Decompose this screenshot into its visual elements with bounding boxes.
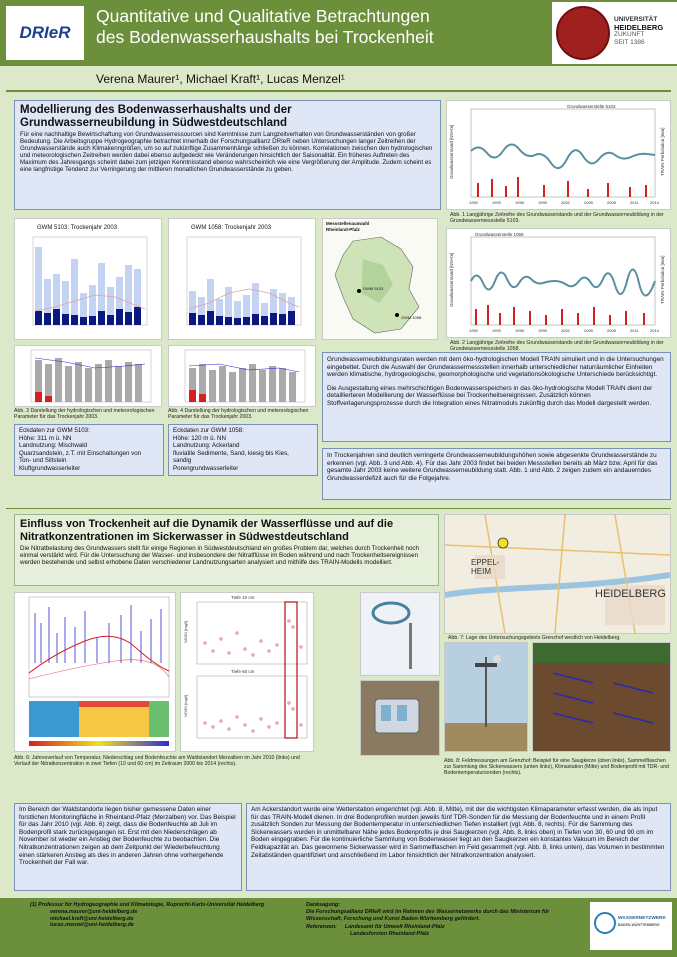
figure-4	[168, 345, 316, 407]
svg-text:1999: 1999	[538, 328, 547, 333]
figure-1-chart	[447, 101, 670, 209]
fig1-ylabel-left: Grundwasserstand [NN+m]	[449, 124, 454, 179]
gwm1058-title: GWM 1058: Trockenjahr 2003	[191, 225, 272, 231]
seal-icon	[556, 6, 610, 60]
svg-text:1990: 1990	[469, 200, 478, 205]
fig2-recharge-bars	[475, 305, 645, 325]
highlight-2010	[285, 602, 297, 738]
figure-2-caption: Abb. 2 Langjährige Zeitreihe des Grundwasserstands und der Grundwasserneubildung in der Grundwassermessstelle 1058.	[450, 340, 664, 352]
photo-saugkerze	[360, 592, 440, 676]
svg-text:2011: 2011	[630, 200, 639, 205]
footer-affiliation: (1) Professur für Hydrogeographie und Klimatologie, Ruprecht-Karls-Universität Heidelberg verena.maurer@uni-heidelberg.de michael.kraft@uni-heidelberg.de lucas.menzel@uni-heidelberg.de	[30, 902, 265, 929]
svg-text:1996: 1996	[515, 200, 524, 205]
svg-text:GWM 5103: GWM 5103	[363, 286, 384, 291]
drop-icon	[594, 912, 616, 934]
divider	[6, 90, 671, 92]
svg-text:GWM 1058: GWM 1058	[401, 315, 422, 320]
fig2-ylabel-left: Grundwasserstand [NN+m]	[449, 252, 454, 307]
map-grenzhof	[444, 514, 671, 634]
divider-2	[6, 508, 671, 509]
svg-text:Tiefe 60 cm: Tiefe 60 cm	[231, 669, 255, 674]
fig2-ylabel-right: TRAIN Perkolation [mm]	[660, 255, 665, 304]
svg-text:2008: 2008	[607, 328, 616, 333]
section-2-box: Einfluss von Trockenheit auf die Dynamik der Wasserflüsse und auf die Nitratkonzentrationen im Sickerwasser in Südwestdeutschland Die Nitratbelastung des Grundwassers stellt für einige Regionen in Südwestdeutschland ein großes Problem dar, welches durch Trockenheit noch einmal verstärkt wird. Für die Untersuchung der Wasser- und insbesondere der Nitratflüsse im Boden während und nach Trockenheitsereignissen werden bestehende und selbst erhobene Daten verschiedener Landnutzungsarten analysiert und mithilfe des TRAIN-Modells modelliert.	[14, 514, 439, 586]
fig1-ylabel-right: TRAIN Perkolation [mm]	[660, 127, 665, 176]
train-model-box: Grundwasserneubildungsraten werden mit dem öko-hydrologischen Modell TRAIN simuliert und in die Untersuchungen eingebettet. Durch die Auswahl der Grundwassermessstellen innerhalb unterschiedlicher naturräumlicher Einheiten werden klimatische, hydrogeologische, geomorphologische und vegetationsökologische Unterschiede berücksichtigt. Die Ausgestaltung eines mehrschichtigen Bodenwasserspeichers in das öko-hydrologische Modell TRAIN dient der detaillierteren Modellierung der Wasserflüsse bei Trockenheitsereignissen. Zusätzlich können Stoffverlagerungsprozesse durch die Integration eines Nitratmoduls zukünftig durch das Modell dargestellt werden.	[322, 352, 671, 442]
authors: Verena Maurer¹, Michael Kraft¹, Lucas Menzel¹	[96, 72, 345, 86]
grenzhof-marker	[498, 538, 508, 548]
svg-text:1990: 1990	[469, 328, 478, 333]
figure-8-caption: Abb. 8: Feldmessungen am Grenzhof: Beispiel für eine Saugkerze (oben links), Sammelflaschen zur Sammlung des Sickerwassers (unten links), Klimastation (Mitte) und Bodenprofil mit TDR- und Bodentemperatursonden (rechts).	[444, 758, 670, 776]
svg-text:2014: 2014	[650, 328, 659, 333]
svg-text:2005: 2005	[584, 200, 593, 205]
gwm5103-marker	[357, 289, 361, 293]
wassernetzwerk-logo: WASSERNETZWERK BADEN-WÜRTTEMBERG	[590, 902, 672, 950]
svg-text:2011: 2011	[630, 328, 639, 333]
fig1-groundwater-line	[471, 144, 655, 168]
svg-text:2014: 2014	[650, 200, 659, 205]
fig2-title: Grundwasserstelle 1058	[475, 232, 524, 237]
figure-1-caption: Abb. 1 Langjährige Zeitreihe des Grundwasserstands und der Grundwasserneubildung in der Grundwassermessstelle 5103.	[450, 212, 664, 224]
gwm5103-chart	[14, 218, 162, 340]
svg-text:NO3N [mg/l]: NO3N [mg/l]	[183, 620, 188, 643]
svg-text:NO3N [mg/l]: NO3N [mg/l]	[183, 694, 188, 717]
figure-3-caption: Abb. 3 Darstellung der hydrologischen und meteorologischen Parameter für das Trockenjahr 2003.	[14, 408, 155, 420]
figure-4-caption: Abb. 4 Darstellung der hydrologischen und meteorologischen Parameter für das Trockenjahr 2003.	[168, 408, 309, 420]
map-rheinland-pfalz: Messstellenauswahl Rheinland-Pfalz GWM 5103 GWM 1058	[322, 218, 438, 340]
eckdaten-5103: Eckdaten zur GWM 5103: Höhe: 311 m ü. NN Landnutzung: Mischwald Quarzsandstein, z.T. mit Einschaltungen von Ton- und Siltstein Kluftgrundwasserleiter	[14, 424, 164, 476]
figure-6-right	[180, 592, 314, 752]
trockenjahre-box: In Trockenjahren sind deutlich verringerte Grundwasserneubildungshöhen sowie abgesenkte Grundwasserstände zu erkennen (vgl. Abb. 3 und Abb. 4). Für das Jahr 2003 findet bei beiden Messstellen bereits ab März bzw. April für das gesamte Jahr 2003 keine weitere Grundwasserneubildung statt. Abb. 1 und Abb. 2 zeigen zudem ein andauerndes Grundwasserdefizit auch für die Folgejahre.	[322, 448, 671, 500]
figure-6-left	[14, 592, 176, 752]
drier-logo	[6, 6, 84, 60]
photo-klimastation	[444, 642, 528, 752]
svg-text:HEIDELBERG: HEIDELBERG	[595, 588, 666, 600]
figure-6-caption: Abb. 6: Jahresverlauf von Temperatur, Niederschlag und Bodenfeuchte am Waldstandort Merzalben im Jahr 2010 (links) und Verlauf der Nitratkonzentration in zwei Tiefen (10 und 60 cm) im Zeitraum 2000 bis 2014 (rechts).	[14, 755, 300, 767]
figure-1	[446, 100, 671, 210]
footer-acknowledgement: Danksagung: Die Forschungsallianz DRIeR wird im Rahmen des Wassernetzwerks durch das Ministerium für Wissenschaft, Forschung und Kunst Baden-Württemberg gefördert. Referenzen: Landesamt für Umwelt Rheinland-Pfalz Landesforsten Rheinland-Pfalz	[306, 902, 550, 938]
fig2-groundwater-line	[471, 269, 655, 295]
figure-2	[446, 228, 671, 338]
figure-3	[14, 345, 162, 407]
svg-text:1993: 1993	[492, 200, 501, 205]
poster-title: Quantitative und Qualitative Betrachtungen des Bodenwasserhaushalts bei Trockenheit	[96, 6, 434, 47]
eckdaten-1058: Eckdaten zur GWM 1058: Höhe: 120 m ü. NN Landnutzung: Ackerland fluviatile Sedimente, Sand, kiesig bis Kies, sandig Porengrundwasserleiter	[168, 424, 318, 476]
svg-text:2002: 2002	[561, 328, 570, 333]
svg-text:1999: 1999	[538, 200, 547, 205]
svg-text:EPPEL-: EPPEL-	[471, 558, 500, 567]
svg-text:2005: 2005	[584, 328, 593, 333]
gwm1058-chart	[168, 218, 316, 340]
svg-text:HEIM: HEIM	[471, 567, 491, 576]
wald-box: Im Bereich der Waldstandorte liegen bisher gemessene Daten einer forstlichen Monitoringfläche in Rheinland-Pfalz (Merzalben) vor. Das Beispiel für das Jahr 2010 (vgl. Abb. 6) zeigt, dass die Bodenfeuchte ab Juli im Bodenprofil stark zurückgegangen ist. Erst mit den Niederschlägen ab November ist wieder ein Anstieg der Bodenfeuchte zu beobachten. Die Nitratkonzentrationen zeigen ab dem Zeitpunkt der Wiederbefeuchtung einen stärkeren Anstieg als dies in anderen Jahren ohne vorhergehende Trockenheit der Fall war.	[14, 803, 242, 891]
svg-text:2002: 2002	[561, 200, 570, 205]
photo-sammelflaschen	[360, 680, 440, 756]
svg-text:2008: 2008	[607, 200, 616, 205]
photo-bodenprofil	[532, 642, 671, 752]
drier-logo-text: DRIeR	[19, 23, 71, 42]
fig1-recharge-bars	[477, 177, 647, 197]
svg-text:1993: 1993	[492, 328, 501, 333]
svg-text:1996: 1996	[515, 328, 524, 333]
fig1-title: Grundwasserstelle 5103	[567, 104, 616, 109]
figure-2-chart	[447, 229, 670, 337]
gwm1058-marker	[395, 313, 399, 317]
intro-box: Modellierung des Bodenwasserhaushalts und der Grundwasserneubildung in Südwestdeutschland Für eine nachhaltige Bewirtschaftung von Grundwasserressourcen sind Kenntnisse zum Langzeitverhalten von Grundwasserständen von großer Bedeutung. Die Arbeitsgruppe Hydrogeographie betrachtet innerhalb der Forschungsallianz DRIeR neben Untersuchungen langer Zeitreihen der Grundwasserstände auch Klimakenngrößen, um so auf zukünftige Zusammenhänge schließen zu können. Korrelationen zwischen den hydrologischen und meteorologischen Zeitreihen werden dabei ebenso aufgedeckt wie Veränderungen hinsichtlich der Saisonalität. Ein früheres Auftreten des Maximum des Jahresgangs scheint dabei zum jetzigen Kenntnisstand ebenso wahrscheinlich wie eine Vergrößerung der Amplitude. Zudem scheint es eine langfristige Tendenz zur Verringerung der mittleren monatlichen Grundwasserstände zu geben.	[14, 100, 441, 210]
acker-box: Am Ackerstandort wurde eine Wetterstation eingerichtet (vgl. Abb. 8, Mitte), mit der die wichtigsten Klimaparameter erfasst werden, die als Input für das TRAIN-Modell dienen. In drei Bodenprofilen wurden jeweils fünf TDR-Sonden für die Messung der Bodenfeuchte und in einem Profil zusätzlich Sonden zur Messung der Bodentemperatur in unterschiedlichen Tiefen installiert (vgl. Abb. 8, rechts). Für die Sammlung des Sickerwassers wurden in unmittelbarer Nähe jedes Bodenprofils je drei Saugkerzen (vgl. Abb. 8, links oben) in Tiefen von 30, 60 und 90 cm im Boden eingegraben. Für die kontinuierliche Sammlung von Bodenwasser liegt an den Saugkerzen ein konstantes Vakuum im Bereich der Feldkapazität an. Das gewonnene Sickerwasser wird in Sammelflaschen im Feld gesammelt (vgl. Abb. 8, links unten), das Volumen in bestimmten Zeitabständen quantifiziert und anschließend im Labor hinsichtlich der Nitratkonzentration analysiert.	[246, 803, 671, 891]
university-logo: UNIVERSITÄT HEIDELBERG ZUKUNFT SEIT 1386	[552, 2, 677, 64]
gwm5103-title: GWM 5103: Trockenjahr 2003	[37, 225, 118, 231]
svg-text:Tiefe 10 cm: Tiefe 10 cm	[231, 595, 255, 600]
map-grenzhof-caption: Abb. 7: Lage des Untersuchungsgebiets Grenzhof westlich von Heidelberg.	[448, 635, 621, 641]
